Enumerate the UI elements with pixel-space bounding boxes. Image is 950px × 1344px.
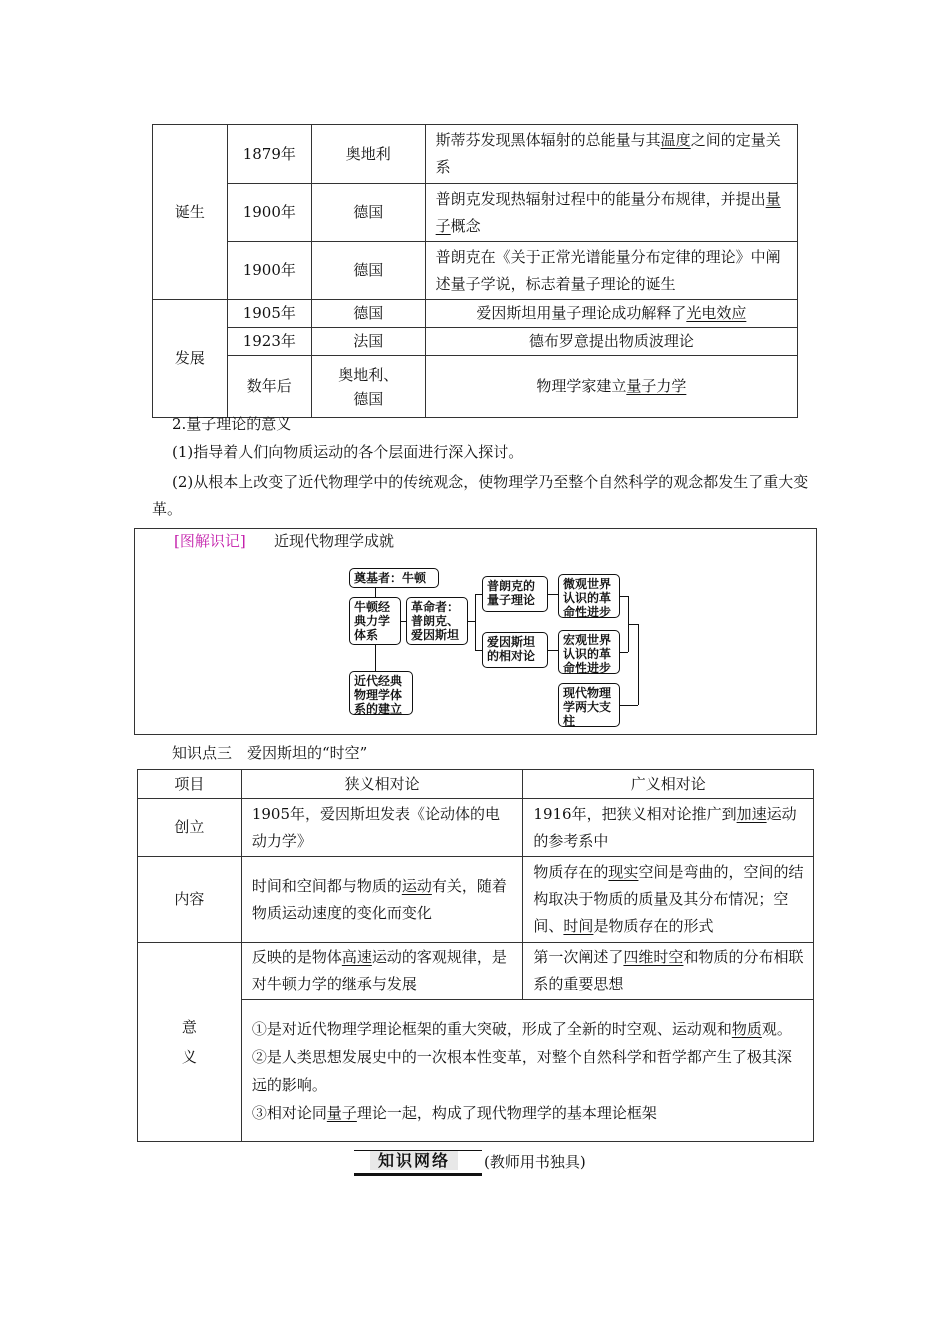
event-cell: 德布罗意提出物质波理论 xyxy=(425,328,797,356)
relativity-table xyxy=(137,769,814,1142)
birth-label: 诞生 xyxy=(153,125,228,300)
connector xyxy=(620,652,628,653)
header-general-relativity: 广义相对论 xyxy=(523,770,814,799)
revolutionaries-node: 革命者：普朗克、爱因斯坦 xyxy=(406,597,468,645)
event-cell: 爱因斯坦用量子理论成功解释了光电效应 xyxy=(425,300,797,328)
year-cell: 数年后 xyxy=(227,356,311,418)
general-meaning-cell: 第一次阐述了四维时空和物质的分布相联系的重要思想 xyxy=(523,943,814,1000)
year-cell: 1923年 xyxy=(227,328,311,356)
country-cell: 奥地利、德国 xyxy=(311,356,425,418)
significance-heading: 2.量子理论的意义 xyxy=(172,415,292,433)
content-label: 内容 xyxy=(138,857,242,943)
general-content-cell: 物质存在的现实空间是弯曲的，空间的结构取决于物质的质量及其分布情况；空间、时间是物质存在的形式 xyxy=(523,857,814,943)
connector xyxy=(375,645,376,671)
event-cell: 斯蒂芬发现黑体辐射的总能量与其温度之间的定量关系 xyxy=(425,125,797,184)
event-cell: 普朗克在《关于正常光谱能量分布定律的理论》中阐述量子学说，标志着量子理论的诞生 xyxy=(425,242,797,300)
classical-node: 近代经典物理学体系的建立 xyxy=(349,671,413,715)
connector xyxy=(475,594,476,650)
connector xyxy=(638,624,639,705)
country-cell: 德国 xyxy=(311,300,425,328)
special-content-cell: 时间和空间都与物质的运动有关，随着物质运动速度的变化而变化 xyxy=(241,857,523,943)
special-founding-cell: 1905年，爱因斯坦发表《论动体的电动力学》 xyxy=(241,799,523,857)
special-meaning-cell: 反映的是物体高速运动的客观规律，是对牛顿力学的继承与发展 xyxy=(241,943,523,1000)
country-cell: 法国 xyxy=(311,328,425,356)
country-cell: 奥地利 xyxy=(311,125,425,184)
meaning-point-2: ②是人类思想发展史中的一次根本性变革，对整个自然科学和哲学都产生了极其深远的影响。 xyxy=(251,1047,792,1094)
connector xyxy=(401,621,406,622)
connector xyxy=(620,596,628,597)
development-label: 发展 xyxy=(153,300,228,418)
planck-node: 普朗克的量子理论 xyxy=(482,576,548,612)
connector xyxy=(548,650,558,651)
significance-point-2: (2)从根本上改变了近代物理学中的传统观念，使物理学乃至整个自然科学的观念都发生了重大变革。 xyxy=(152,473,809,518)
event-cell: 物理学家建立量子力学 xyxy=(425,356,797,418)
year-cell: 1900年 xyxy=(227,184,311,242)
meaning-label: 意 义 xyxy=(138,943,242,1142)
diagram-title: 近现代物理学成就 xyxy=(274,532,395,550)
connector xyxy=(620,705,638,706)
quantum-history-table xyxy=(152,124,798,418)
year-cell: 1900年 xyxy=(227,242,311,300)
einstein-node: 爱因斯坦的相对论 xyxy=(482,632,548,668)
connector xyxy=(475,594,482,595)
year-cell: 1905年 xyxy=(227,300,311,328)
founding-label: 创立 xyxy=(138,799,242,857)
meaning-point-3: ③相对论同量子理论一起，构成了现代物理学的基本理论框架 xyxy=(251,1103,657,1122)
year-cell: 1879年 xyxy=(227,125,311,184)
general-founding-cell: 1916年，把狭义相对论推广到加速运动的参考系中 xyxy=(523,799,814,857)
country-cell: 德国 xyxy=(311,242,425,300)
connector xyxy=(468,621,475,622)
header-item: 项目 xyxy=(138,770,242,799)
connector xyxy=(628,624,638,625)
macro-node: 宏观世界认识的革命性进步 xyxy=(558,630,620,674)
connector xyxy=(375,588,376,597)
teacher-note: (教师用书独具) xyxy=(484,1153,586,1171)
event-cell: 普朗克发现热辐射过程中的能量分布规律，并提出量子概念 xyxy=(425,184,797,242)
network-label: 知识网络 xyxy=(370,1148,458,1171)
connector xyxy=(475,650,482,651)
meaning-point-1: ①是对近代物理学理论框架的重大突破，形成了全新的时空观、运动观和物质观。 xyxy=(251,1019,792,1038)
country-cell: 德国 xyxy=(311,184,425,242)
knowledge3-heading: 知识点三 爱因斯坦的“时空” xyxy=(172,744,368,762)
pillars-node: 现代物理学两大支柱 xyxy=(558,683,620,727)
newton-node: 牛顿经典力学体系 xyxy=(349,597,401,645)
founder-node: 奠基者：牛顿 xyxy=(349,568,439,588)
micro-node: 微观世界认识的革命性进步 xyxy=(558,574,620,618)
connector xyxy=(548,594,558,595)
diagram-tag: [图解识记] xyxy=(174,532,246,550)
significance-point-1: (1)指导着人们向物质运动的各个层面进行深入探讨。 xyxy=(172,443,524,461)
meaning-points-cell xyxy=(241,1000,813,1142)
header-special-relativity: 狭义相对论 xyxy=(241,770,523,799)
